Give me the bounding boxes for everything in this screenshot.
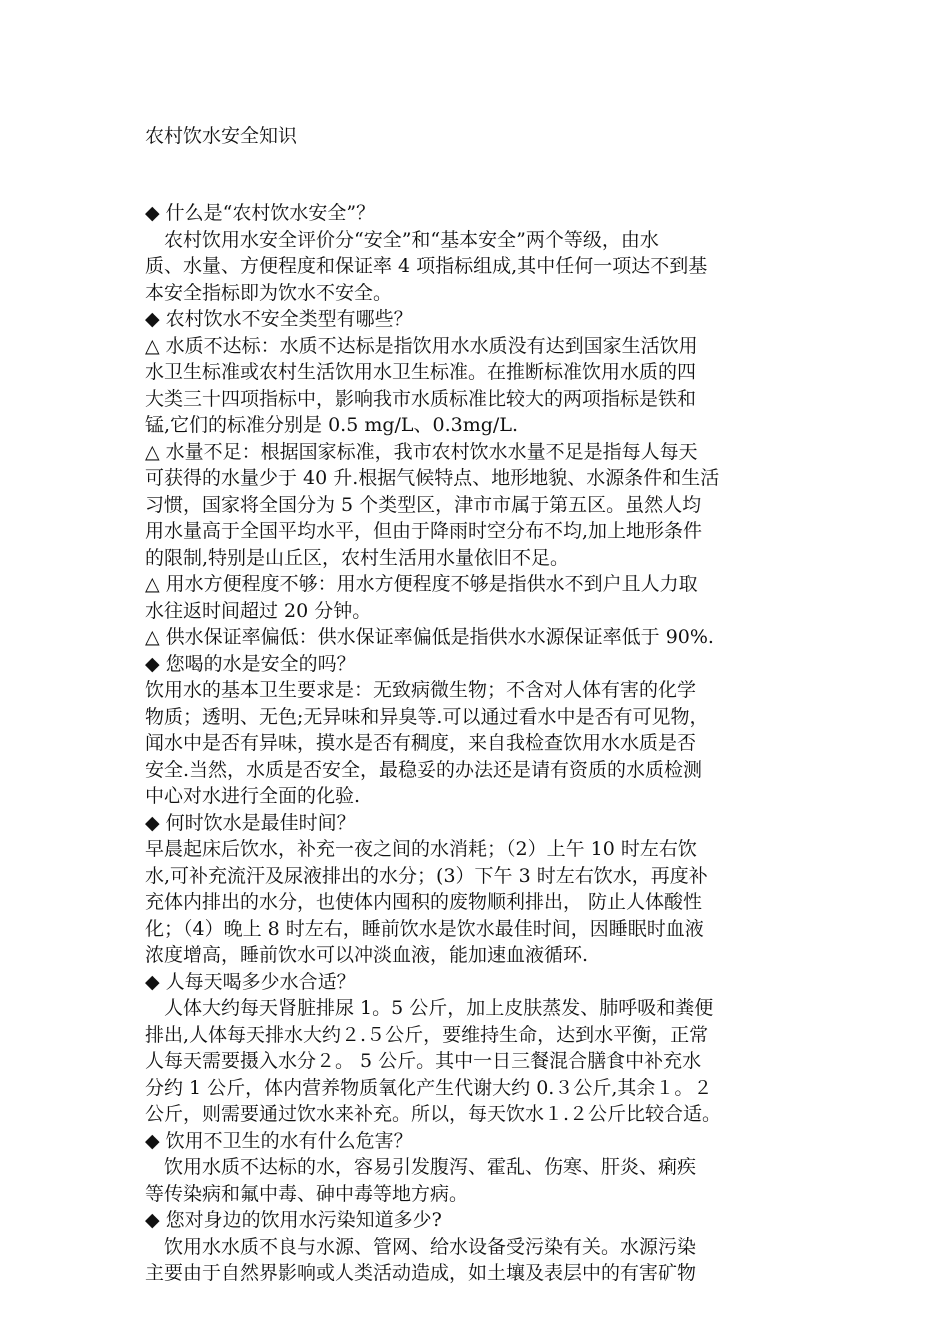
text-line: 水往返时间超过 20 分钟。	[145, 599, 372, 622]
text-line: 习惯，国家将全国分为 5 个类型区，津市市属于第五区。虽然人均	[145, 493, 702, 516]
text-line: 本安全指标即为饮水不安全。	[145, 281, 393, 304]
document-body	[145, 200, 809, 1287]
text-line: 的限制,特别是山丘区，农村生活用水量依旧不足。	[145, 546, 570, 569]
text-line: ◆ 人每天喝多少水合适？	[145, 970, 356, 993]
text-line: 大类三十四项指标中，影响我市水质标准比较大的两项指标是铁和	[145, 387, 697, 410]
text-line: ◆ 您对身边的饮用水污染知道多少?	[145, 1209, 442, 1231]
text-line: ◆ 饮用不卫生的水有什么危害？	[145, 1129, 413, 1152]
text-line: ◆ 何时饮水是最佳时间？	[145, 811, 356, 834]
text-line: 用水量高于全国平均水平，但由于降雨时空分布不均,加上地形条件	[145, 520, 703, 542]
text-line: 可获得的水量少于 40 升.根据气候特点、地形地貌、水源条件和生活	[145, 467, 720, 489]
text-line: 水,可补充流汗及尿液排出的水分；(3）下午 3 时左右饮水，再度补	[145, 864, 708, 887]
text-line: ◆ 您喝的水是安全的吗？	[145, 652, 356, 675]
text-line: 质、水量、方便程度和保证率 4 项指标组成,其中任何一项达不到基	[145, 255, 708, 277]
text-line: 早晨起床后饮水，补充一夜之间的水消耗；（2）上午 10 时左右饮	[145, 838, 697, 860]
text-line: △ 用水方便程度不够：用水方便程度不够是指供水不到户且人力取	[145, 573, 698, 595]
text-line: 化；（4）晚上 8 时左右，睡前饮水是饮水最佳时间，因睡眠时血液	[145, 917, 704, 940]
text-line: 分约 1 公斤，体内营养物质氧化产生代谢大约 0.３公斤,其余１。２	[145, 1076, 713, 1099]
text-line: 水卫生标准或农村生活饮用水卫生标准。在推断标准饮用水质的四	[145, 361, 697, 383]
text-line: 饮用水水质不良与水源、管网、给水设备受污染有关。水源污染	[145, 1235, 697, 1258]
text-line: △ 供水保证率偏低：供水保证率偏低是指供水水源保证率低于 90%.	[145, 626, 714, 648]
text-line: 充体内排出的水分，也使体内囤积的废物顺利排出， 防止人体酸性	[145, 891, 703, 913]
text-line: 浓度增高，睡前饮水可以冲淡血液，能加速血液循环.	[145, 944, 589, 966]
document-title: 农村饮水安全知识	[145, 125, 298, 147]
text-line: 中心对水进行全面的化验.	[145, 785, 361, 807]
text-line: 人每天需要摄入水分２。 5 公斤。其中一日三餐混合膳食中补充水	[145, 1050, 702, 1072]
text-line: 饮用水的基本卫生要求是：无致病微生物；不含对人体有害的化学	[145, 679, 697, 701]
text-line: 饮用水质不达标的水，容易引发腹泻、霍乱、伤寒、肝炎、痢疾	[145, 1156, 697, 1178]
text-line: 等传染病和氟中毒、砷中毒等地方病。	[145, 1182, 469, 1205]
text-line: 人体大约每天肾脏排尿 1。5 公斤，加上皮肤蒸发、肺呼吸和粪便	[145, 997, 714, 1019]
text-line: ◆ 农村饮水不安全类型有哪些？	[145, 308, 413, 330]
text-line: 物质；透明、无色;无异味和异臭等.可以通过看水中是否有可见物，	[145, 705, 709, 728]
text-line: 排出,人体每天排水大约２.５公斤，要维持生命，达到水平衡，正常	[145, 1023, 709, 1046]
text-line: △ 水量不足：根据国家标准，我市农村饮水水量不足是指每人每天	[145, 440, 698, 463]
text-line: 公斤，则需要通过饮水来补充。所以，每天饮水１.２公斤比较合适。	[145, 1103, 722, 1125]
text-line: 农村饮用水安全评价分“安全”和“基本安全”两个等级，由水	[145, 228, 659, 251]
text-line: 主要由于自然界影响或人类活动造成，如土壤及表层中的有害矿物	[145, 1262, 697, 1284]
text-line: △ 水质不达标：水质不达标是指饮用水水质没有达到国家生活饮用	[145, 334, 698, 357]
text-line: 锰,它们的标准分别是 0.5 mg/L、0.3mg/L.	[145, 414, 518, 436]
text-line: ◆ 什么是“农村饮水安全”？	[145, 202, 376, 224]
text-line: 闻水中是否有异味，摸水是否有稠度，来自我检查饮用水水质是否	[145, 732, 697, 754]
text-line: 安全.当然，水质是否安全，最稳妥的办法还是请有资质的水质检测	[145, 758, 703, 781]
